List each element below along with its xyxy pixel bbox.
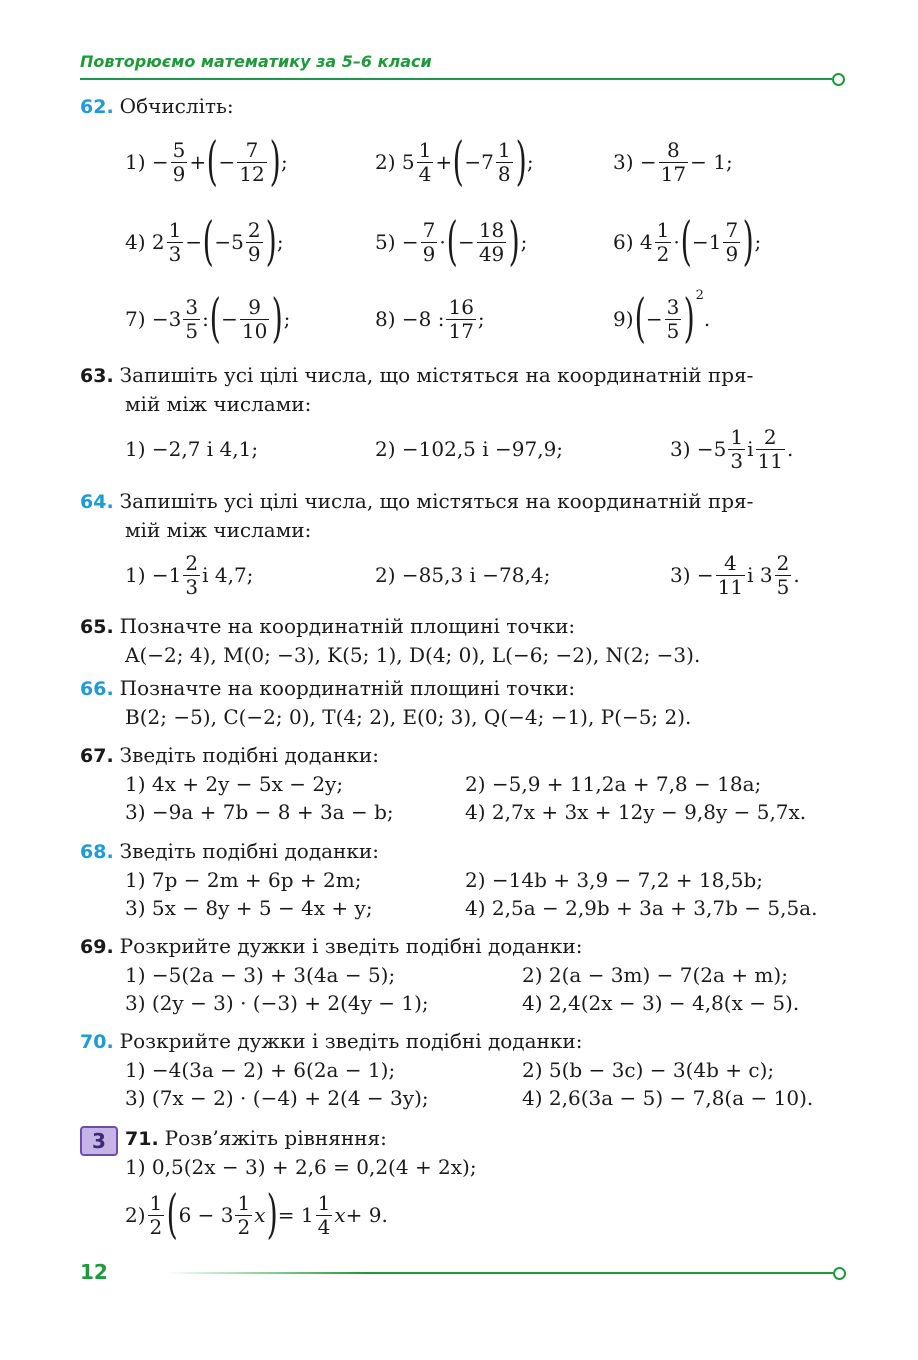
exercise-text: Обчисліть: [119,94,234,118]
exercise-71 [125,1124,825,1181]
exercise-number: 70. [80,1031,114,1053]
header-rule-end [832,73,845,86]
item: 4) 2,5a − 2,9b + 3a + 3,7b − 5,5a. [465,896,818,920]
item: 2) 2(a − 3m) − 7(2a + m); [522,963,788,987]
exercise-number: 64. [80,491,114,513]
ex62-row-2 [125,207,845,277]
item: 1) 0,5(2x − 3) + 2,6 = 0,2(4 + 2x); [125,1155,477,1179]
exercise-number: 63. [80,365,114,387]
exercise-text: Запишіть усі цілі числа, що містяться на координатній пря- [119,489,754,513]
exercise-64 [80,487,850,544]
ex63-item-3: 3) −5 $\frac{1}{3}$ і $\frac{2}{11}$ . [670,424,794,473]
exercise-number: 62. [80,96,114,118]
running-header: Повторюємо математику за 5–6 класи [80,52,432,71]
item: 1) −5(2a − 3) + 3(4a − 5); [125,963,396,987]
exercise-63 [80,361,850,418]
exercise-69 [80,932,850,1017]
exercise-62 [80,92,850,121]
ex62-item-5: 5) − $\frac{7}{9}$ · ( − $\frac{18}{49}$ ) ; [375,212,528,272]
ex62-item-6: 6) 4 $\frac{1}{2}$ · ( −1 $\frac{7}{9}$ ) ; [613,212,762,272]
exercise-number: 69. [80,936,114,958]
exercise-text-cont: мій між числами: [125,518,312,542]
ex62-item-8: 8) −8 : $\frac{16}{17}$ ; [375,294,485,343]
ex62-item-9: 9) ( − $\frac{3}{5}$ ) 2 . [613,287,711,349]
ex71-item-2: 2) $\frac{1}{2}$ ( 6 − 3 $\frac{1}{2}$ x ) = 1 $\frac{1}{4}$ x + 9. [125,1185,388,1245]
exercise-number: 65. [80,616,114,638]
item: 3) (7x − 2) · (−4) + 2(4 − 3y); [125,1086,429,1110]
ex62-item-3: 3) − $\frac{8}{17}$ − 1; [613,137,733,186]
exercise-text: Зведіть подібні доданки: [119,839,379,863]
footer-rule-end [833,1267,846,1280]
exercise-number: 71. [125,1128,159,1150]
ex62-item-1: 1) − $\frac{5}{9}$ + ( − $\frac{7}{12}$ ) ; [125,132,288,192]
item: 3) 5x − 8y + 5 − 4x + y; [125,896,373,920]
item: 3) (2y − 3) · (−3) + 2(4y − 1); [125,991,429,1015]
exercise-66 [80,674,850,731]
ex63-item-1: 1) −2,7 і 4,1; [125,437,259,461]
ex64-item-1: 1) −1 $\frac{2}{3}$ і 4,7; [125,550,254,599]
points-list: A(−2; 4), M(0; −3), K(5; 1), D(4; 0), L(−6; −2), N(2; −3). [125,643,701,667]
item: 2) −5,9 + 11,2a + 7,8 − 18a; [465,772,762,796]
item: 2) 5(b − 3c) − 3(4b + c); [522,1058,775,1082]
ex64-item-3: 3) − $\frac{4}{11}$ і 3 $\frac{2}{5}$ . [670,550,800,599]
ex62-item-2: 2) 5 $\frac{1}{4}$ + ( −7 $\frac{1}{8}$ ) ; [375,132,534,192]
ex64-item-2: 2) −85,3 і −78,4; [375,563,551,587]
ex63-items [125,414,845,484]
exercise-number: 68. [80,841,114,863]
exercise-number: 67. [80,745,114,767]
difficulty-badge: 3 [80,1126,118,1156]
exercise-text: Позначте на координатній площині точки: [119,676,576,700]
points-list: B(2; −5), C(−2; 0), T(4; 2), E(0; 3), Q(−4; −1), P(−5; 2). [125,705,692,729]
exercise-67 [80,741,850,826]
exercise-70 [80,1027,850,1112]
item: 1) 4x + 2y − 5x − 2y; [125,772,344,796]
item: 1) 7p − 2m + 6p + 2m; [125,868,362,892]
item: 4) 2,7x + 3x + 12y − 9,8y − 5,7x. [465,800,807,824]
ex62-row-1 [125,127,845,197]
ex64-items [125,540,845,610]
exercise-text: Запишіть усі цілі числа, що містяться на координатній пря- [119,363,754,387]
exercise-text-cont: мій між числами: [125,392,312,416]
header-rule [80,78,832,80]
ex71-items [125,1180,625,1250]
page-number: 12 [80,1260,108,1284]
item: 4) 2,4(2x − 3) − 4,8(x − 5). [522,991,800,1015]
ex62-row-3 [125,284,845,354]
footer-rule [165,1272,833,1274]
exercise-text: Розкрийте дужки і зведіть подібні доданки: [119,934,583,958]
ex62-item-7: 7) −3 $\frac{3}{5}$ : ( − $\frac{9}{10}$ ) ; [125,289,291,349]
exercise-text: Позначте на координатній площині точки: [119,614,576,638]
exercise-number: 66. [80,678,114,700]
exercise-text: Розв’яжіть рівняння: [164,1126,387,1150]
exercise-text: Розкрийте дужки і зведіть подібні доданки: [119,1029,583,1053]
exercise-68 [80,837,850,922]
ex62-item-4: 4) 2 $\frac{1}{3}$ − ( −5 $\frac{2}{9}$ ) ; [125,212,284,272]
item: 4) 2,6(3a − 5) − 7,8(a − 10). [522,1086,814,1110]
item: 1) −4(3a − 2) + 6(2a − 1); [125,1058,396,1082]
item: 3) −9a + 7b − 8 + 3a − b; [125,800,394,824]
item: 2) −14b + 3,9 − 7,2 + 18,5b; [465,868,763,892]
exercise-65 [80,612,850,669]
ex63-item-2: 2) −102,5 і −97,9; [375,437,564,461]
exercise-text: Зведіть подібні доданки: [119,743,379,767]
